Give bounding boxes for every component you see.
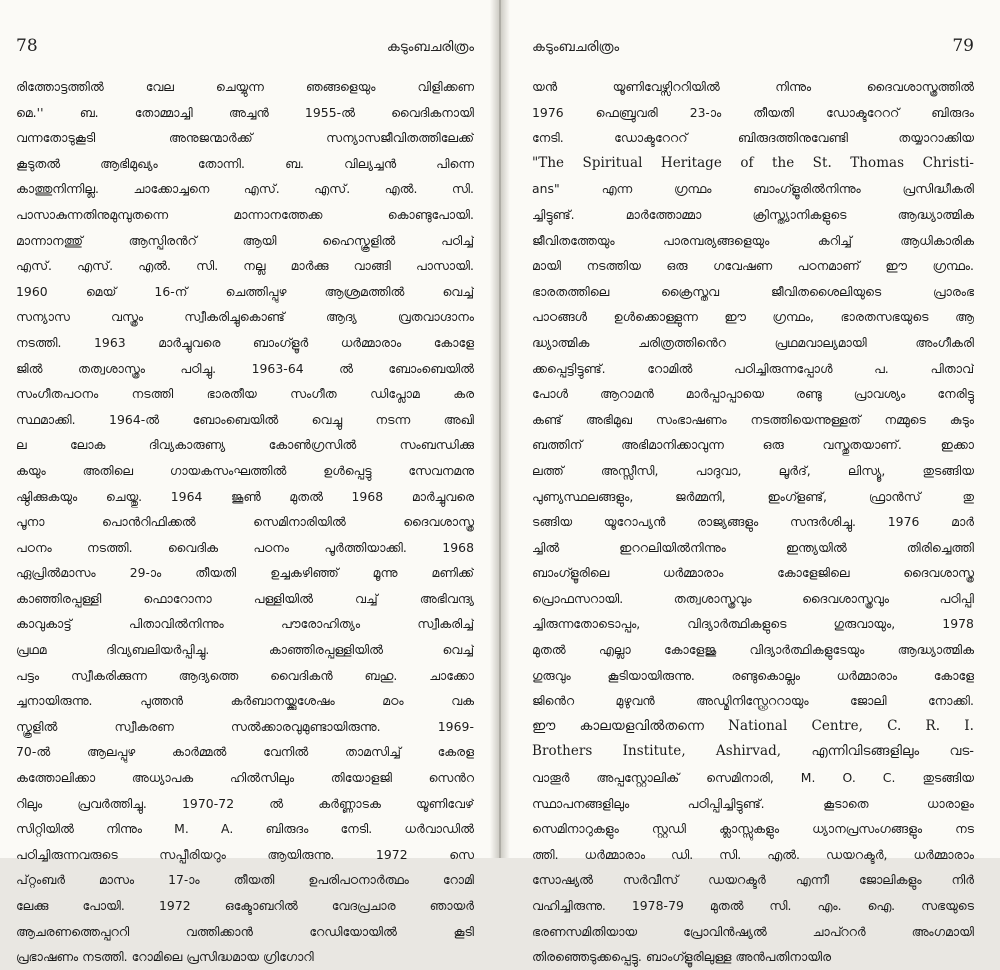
text-line: കാത്തുനിന്നില്ല. ചാക്കോച്ചനെ എസ്. എസ്. എൽ. സി.: [16, 181, 474, 197]
left-page: [0, 0, 496, 965]
text-line: ഏപ്രിൽമാസം 29-ാം തീയതി ഉച്ചകഴിഞ്ഞ് മൂന്നു മണിക്ക്: [16, 565, 474, 581]
left-page-header: [16, 36, 474, 66]
text-line: വന്നതോടുകൂടി അനുജന്മാർക്ക് സന്യാസജീവിതത്തിലേക്ക്: [16, 130, 474, 146]
text-line: ച്ചിൽ ഇററലിയിൽനിന്നും ഇന്ത്യയിൽ തിരിച്ചെത്തി: [532, 539, 974, 555]
text-line: സന്യാസ വസ്ത്രം സ്വീകരിച്ചുകൊണ്ട് ആദ്യ വ്രതവാഗ്ദാനം: [16, 309, 474, 325]
right-page-body: [532, 74, 974, 970]
text-line: ജിൻെറ മുഴുവൻ അഡ്മിനിസ്റ്റ്രേററായും ജോലി നോക്കി.: [532, 693, 974, 709]
text-line: പഠനം നടത്തി. വൈദിക പഠനം പൂർത്തിയാക്കി. 1968: [16, 539, 474, 555]
text-line: സോഷ്യൽ സർവീസ് ഡയറക്ടർ എന്നീ ജോലികളും നിർ: [532, 872, 974, 888]
text-line: കയും അതിലെ ഗായകസംഘത്തിൽ ഉൾപ്പെട്ടു സേവനമനു: [16, 462, 474, 478]
text-line: രിത്തോട്ടത്തിൽ വേല ചെയ്യുന്ന ഞങ്ങളെയും വിളിക്കണ: [16, 79, 474, 94]
text-line: ഷ്ഠിക്കുകയും ചെയ്തു. 1964 ജൂൺ മുതൽ 1968 മാർച്ചുവരെ: [16, 488, 474, 504]
text-line: പ്രഥമ ദിവ്യബലിയർപ്പിച്ചു. കാഞ്ഞിരപ്പള്ളിയിൽ വെച്ച്: [16, 642, 474, 658]
text-line: ans" എന്ന ഗ്രന്ഥം ബാംഗ്ളൂരിൽനിന്നും പ്രസിദ്ധീകരി: [532, 181, 974, 197]
text-line: നടത്തി. 1963 മാർച്ചുവരെ ബാംഗ്ളൂർ ധർമ്മാരാം കോളേ: [16, 334, 474, 350]
text-line: മെ.'' ബ. തോമ്മാച്ചി അച്ചൻ 1955-ൽ വൈദികനായി: [16, 104, 474, 120]
text-line: മായി നടത്തിയ ഒരു ഗവേഷണ പഠനമാണ് ഈ ഗ്രന്ഥം.: [532, 258, 974, 274]
right-page-header: [532, 36, 974, 66]
text-line: പഠിച്ചിരുന്നവരുടെ സപ്പീരിയറും ആയിരുന്നു. 1972 സെ: [16, 846, 474, 862]
text-line: 1976 ഫെബ്രുവരി 23-ാം തീയതി ഡോക്ടറേററ് ബിരുദം: [532, 104, 974, 120]
text-line: സംഗീതപഠനം നടത്തി ഭാരതീയ സംഗീത ഡിപ്ലോമ കര: [16, 386, 474, 402]
text-line: വാതൂർ അപ്പസ്റ്റോലിക് സെമിനാരി, M. O. C. തുടങ്ങിയ: [532, 770, 974, 786]
text-line: വഹിച്ചിരുന്നു. 1978-79 മുതൽ സി. എം. ഐ. സഭയുടെ: [532, 898, 974, 913]
text-line: പട്ടം സ്വീകരിക്കുന്ന ആദ്യത്തെ വൈദികൻ ബഹു. ചാക്കോ: [16, 667, 474, 683]
text-line: Brothers Institute, Ashirvad, എന്നിവിടങ്ങളിലും വട-: [532, 743, 974, 760]
text-line: ടങ്ങിയ യൂറോപ്യൻ രാജ്യങ്ങളും സന്ദർശിച്ചു. 1976 മാർ: [532, 514, 974, 530]
text-line: സിറ്റിയിൽ നിന്നും M. A. ബിരുദം നേടി. ധർവാഡിൽ: [16, 821, 474, 837]
text-line: സ്ഥാപനങ്ങളിലും പഠിപ്പിച്ചിട്ടുണ്ട്. കൂടാതെ ധാരാളം: [532, 795, 974, 811]
text-line: ക്കപ്പെട്ടിട്ടുണ്ട്. റോമിൽ പഠിച്ചിരുന്നപ്പോൾ പ. പിതാവ്: [532, 360, 974, 376]
text-line: സ്കൂളിൽ സ്വീകരണ സൽക്കാരവുമുണ്ടായിരുന്നു. 1969-: [16, 718, 474, 734]
text-line: റിലും പ്രവർത്തിച്ചു. 1970-72 ൽ കർണ്ണാടക യൂണിവേഴ്: [16, 795, 474, 811]
text-line: ല ലോക ദിവ്യകാരുണ്യ കോൺഗ്രസിൽ സംബന്ധിക്കു: [16, 437, 474, 453]
text-line: ത്തി. ധർമ്മാരാം ഡി. സി. എൽ. ഡയറക്ടർ, ധർമ്മാരാം: [532, 846, 974, 862]
text-line: തിരഞ്ഞെടുക്കപ്പെട്ടു. ബാംഗ്ളൂരിലുള്ള അൻപതിനായിര: [532, 949, 832, 965]
text-line: ജീവിതത്തേയും പാരമ്പര്യങ്ങളെയും കറിച്ച് ആധികാരിക: [532, 232, 974, 248]
text-line: പ്രൊഫസറായി. തത്വശാസ്ത്രവും ദൈവശാസ്ത്രവും പഠിപ്പി: [532, 590, 974, 606]
text-line: ഭരണസമിതിയായ പ്രോവിൻഷ്യൽ ചാപ്ററർ അംഗമായി: [532, 923, 974, 939]
text-line: കാവുകാട്ട് പിതാവിൽനിന്നും പൗരോഹിത്യം സ്വീകരിച്ച്: [16, 616, 474, 632]
text-line: ആചരണത്തെപ്പററി വത്തിക്കാൻ റേഡിയോയിൽ കൂടി: [16, 923, 474, 939]
text-line: കണ്ട് അഭിമുഖ സംഭാഷണം നടത്തിയെന്നുള്ളത് നമ്മുടെ കുടും: [532, 411, 974, 427]
text-line: 1960 മെയ് 16-ന് ചെത്തിപ്പുഴ ആശ്രമത്തിൽ വെച്ച്: [16, 283, 474, 299]
text-line: ച്ചിട്ടുണ്ട്. മാർത്തോമ്മാ ക്രിസ്ത്യാനികളുടെ ആദ്ധ്യാത്മിക: [532, 206, 974, 222]
right-page: [504, 0, 1000, 965]
text-line: കത്തോലിക്കാ അധ്യാപക ഹിൽസിലും തിയോളജി സെൻറ: [16, 770, 474, 786]
text-line: പോൾ ആറാമൻ മാർപ്പാപ്പായെ രണ്ടു പ്രാവശ്യം നേരിട്ടു: [532, 386, 974, 402]
running-head: കടുംബചരിത്രം: [532, 39, 620, 55]
text-line: പൂനാ പൊൻറിഫിക്കൽ സെമിനാരിയിൽ ദൈവശാസ്ത്ര: [16, 514, 474, 530]
text-line: പുണ്യസ്ഥലങ്ങളും, ജർമ്മനി, ഇംഗ്ളണ്ട്, ഫ്രാൻസ് തു: [532, 488, 974, 504]
left-page-body: [16, 74, 474, 970]
page-number: 79: [952, 36, 974, 56]
text-line: പ്രഭാഷണം നടത്തി. റോമിലെ പ്രസിദ്ധമായ ഗ്രിഗോറി: [16, 949, 314, 965]
text-line: സെമിനാറുകളും സ്റ്റഡി ക്ലാസ്സുകളും ധ്യാനപ്രസംഗങ്ങളും നട: [532, 821, 974, 837]
text-line: സ്ഥമാക്കി. 1964-ൽ ബോംബെയിൽ വെച്ചു നടന്ന അഖി: [16, 411, 474, 427]
text-line: ഭാരതത്തിലെ ക്രൈസ്തവ ജീവിതശൈലിയുടെ പ്രാരംഭ: [532, 283, 974, 299]
text-line: ജിൽ തത്വശാസ്ത്രം പഠിച്ചു. 1963-64 ൽ ബോംബെയിൽ: [16, 360, 474, 376]
text-line: യൻ യൂണിവേഴ്സിററിയിൽ നിന്നും ദൈവശാസ്ത്രത്തിൽ: [532, 79, 974, 94]
text-line: ലത്ത് അസ്സീസി, പാദുവാ, ലൂർദ്, ലിസ്യൂ, തുടങ്ങിയ: [532, 462, 974, 478]
text-line: ച്ചനായിരുന്നു. പുത്തൻ കർബാനയ്ക്കുശേഷം മഠം വക: [16, 693, 474, 709]
text-line: മാന്നാനത്തു് ആസ്പിരൻറ് ആയി ഹൈസ്കൂളിൽ പഠിച്ച്: [16, 232, 474, 248]
text-line: കാഞ്ഞിരപ്പള്ളി ഫൊറോനാ പള്ളിയിൽ വച്ച് അഭിവന്ദ്യ: [16, 590, 474, 606]
text-line: ച്ചിരുന്നതോടൊപ്പം, വിദ്യാർത്ഥികളുടെ ഗുരുവായും, 1978: [532, 616, 974, 632]
text-line: "The Spiritual Heritage of the St. Thomas Christi-: [532, 154, 974, 171]
text-line: ഈ കാലയളവിൽതന്നെ National Centre, C. R. I.: [532, 717, 974, 734]
text-line: പാഠങ്ങൾ ഉൾക്കൊള്ളുന്ന ഈ ഗ്രന്ഥം, ഭാരതസഭയുടെ ആ: [532, 309, 974, 325]
text-line: പാസാകുന്നതിനുമുമ്പുതന്നെ മാന്നാനത്തേക്ക കൊണ്ടുപോയി.: [16, 206, 474, 222]
page-number: 78: [16, 36, 38, 56]
text-line: പ്റ്റംബർ മാസം 17-ാം തീയതി ഉപരിപഠനാർത്ഥം റോമി: [16, 872, 474, 888]
text-line: നേടി. ഡോക്ടറേററ് ബിരുദത്തിനുവേണ്ടി തയ്യാറാക്കിയ: [532, 130, 974, 146]
text-line: ബത്തിന് അഭിമാനിക്കാവുന്ന ഒരു വസ്തുതയാണ്. ഇക്കാ: [532, 437, 974, 453]
text-line: ഗുരുവും കൂടിയായിരുന്നു. രണ്ടുകൊല്ലം ധർമ്മാരാം കോളേ: [532, 667, 974, 683]
text-line: ദ്ധ്യാത്മിക ചരിത്രത്തിൻെറ പ്രഥമവാല്യമായി അംഗീകരി: [532, 334, 974, 350]
running-head: കടുംബചരിത്രം: [386, 39, 474, 55]
text-line: ബാംഗ്ളൂരിലെ ധർമ്മാരാം കോളേജിലെ ദൈവശാസ്ത്ര: [532, 565, 974, 581]
text-line: കൂടുതൽ ആഭിമുഖ്യം തോന്നി. ബ. വില്യച്ചൻ പിന്നെ: [16, 155, 474, 171]
text-line: 70-ൽ ആലപ്പുഴ കാർമ്മൽ വേനിൽ താമസിച്ച് കേരള: [16, 744, 474, 760]
text-line: മുതൽ എല്ലാ കോളേജു വിദ്യാർത്ഥികളുടേയും ആദ്ധ്യാത്മിക: [532, 642, 974, 658]
text-line: എസ്. എസ്. എൽ. സി. നല്ല മാർക്കു വാങ്ങി പാസായി.: [16, 258, 474, 274]
text-line: ലേക്കു പോയി. 1972 ഒക്ടോബറിൽ വേദപ്രചാര ഞായർ: [16, 898, 474, 913]
